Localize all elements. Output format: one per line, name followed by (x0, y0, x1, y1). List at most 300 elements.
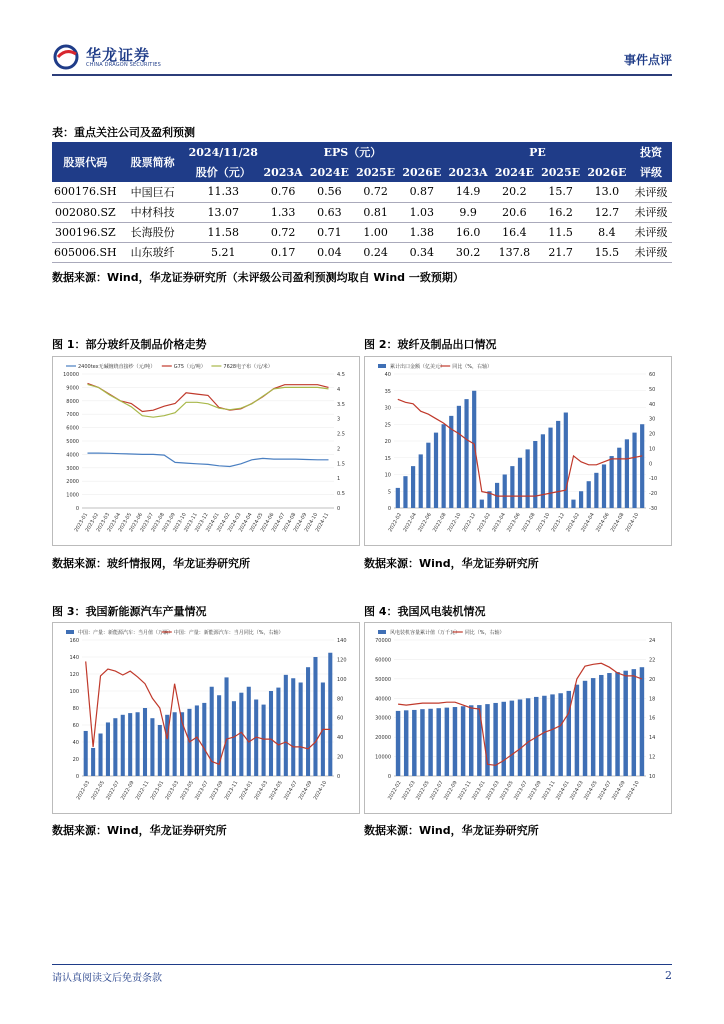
x-tick-label: 2024-05 (583, 780, 599, 802)
cell-pe: 16.0 (445, 222, 491, 242)
x-tick-label: 2022-02 (387, 512, 404, 534)
x-tick-label: 2022-05 (415, 780, 431, 802)
cell-pe: 14.9 (445, 182, 491, 202)
x-tick-label: 2023-08 (150, 512, 166, 534)
cell-eps: 1.38 (399, 222, 445, 242)
bar (558, 693, 562, 776)
th-eps-year: 2025E (352, 162, 398, 182)
th-eps-year: 2026E (399, 162, 445, 182)
x-tick-label: 2023-11 (541, 780, 557, 802)
bar (202, 703, 206, 776)
y-tick-left: 30 (384, 405, 391, 412)
bar (503, 475, 507, 509)
x-tick-label: 2022-04 (402, 512, 418, 534)
x-tick-label: 2023-07 (513, 780, 529, 802)
bar (556, 421, 560, 508)
x-tick-label: 2023-12 (550, 512, 567, 534)
x-tick-label: 2024-09 (292, 512, 309, 534)
y-tick-right: 100 (337, 676, 347, 683)
x-tick-label: 2024-10 (624, 512, 641, 534)
bar (284, 675, 288, 776)
x-tick-label: 2022-07 (429, 780, 445, 802)
x-tick-label: 2022-09 (119, 780, 136, 802)
y-tick-right: 22 (649, 657, 656, 664)
legend-label: 同比（%，右轴） (452, 364, 492, 370)
bar (396, 711, 400, 776)
cell-pe: 30.2 (445, 242, 491, 262)
bar (518, 699, 522, 776)
x-tick-label: 2024-08 (609, 512, 626, 534)
th-eps-year: 2023A (260, 162, 306, 182)
bar (575, 685, 579, 776)
bar (533, 441, 537, 508)
y-tick-left: 0 (387, 506, 391, 512)
cell-pe: 15.7 (538, 182, 584, 202)
table-row (52, 222, 672, 242)
y-tick-right: 10 (649, 774, 656, 780)
x-tick-label: 2023-08 (520, 512, 537, 534)
brand-subtitle: CHINA DRAGON SECURITIES (86, 62, 161, 68)
cell-eps: 1.00 (352, 222, 398, 242)
x-tick-label: 2023-09 (527, 780, 543, 802)
cell-eps: 0.72 (352, 182, 398, 202)
bar (195, 705, 199, 776)
bar (210, 687, 214, 776)
y-tick-right: 60 (649, 372, 656, 378)
y-tick-left: 9000 (66, 385, 79, 392)
cell-pe: 20.2 (491, 182, 537, 202)
bar (457, 406, 461, 508)
y-tick-left: 50000 (375, 676, 391, 683)
cell-pe: 20.6 (491, 202, 537, 222)
y-tick-right: 14 (649, 735, 656, 742)
th-pe-year: 2026E (584, 162, 630, 182)
y-tick-right: 40 (649, 401, 656, 408)
table-row (52, 182, 672, 202)
y-tick-left: 10000 (375, 754, 391, 761)
cell-pe: 16.2 (538, 202, 584, 222)
th-pe-year: 2024E (491, 162, 537, 182)
th-eps: EPS（元） (260, 142, 445, 162)
bar (313, 657, 317, 776)
y-tick-left: 80 (72, 706, 79, 712)
x-tick-label: 2023-12 (194, 512, 210, 534)
bar (121, 715, 125, 776)
bar (510, 466, 514, 508)
bar (526, 449, 530, 508)
x-tick-label: 2022-09 (443, 780, 459, 802)
x-tick-label: 2024-03 (226, 512, 243, 534)
footer-divider (52, 964, 672, 965)
bar (328, 653, 332, 776)
bar (526, 698, 530, 776)
x-tick-label: 2024-11 (314, 512, 331, 534)
y-tick-left: 100 (69, 689, 79, 695)
y-tick-left: 30000 (375, 715, 391, 722)
y-tick-left: 7000 (66, 412, 79, 419)
bar (306, 667, 310, 776)
bar (571, 500, 575, 508)
cell-eps: 1.03 (399, 202, 445, 222)
legend-swatch (378, 630, 386, 634)
y-tick-right: 0 (337, 506, 341, 512)
x-tick-label: 2024-01 (238, 780, 255, 802)
y-tick-right: 80 (337, 696, 344, 703)
bar (469, 705, 473, 776)
y-tick-right: 60 (337, 715, 344, 722)
table-row (52, 242, 672, 262)
table-source: 数据来源：Wind，华龙证券研究所（未评级公司盈利预测均取自 Wind 一致预期） (52, 271, 464, 284)
table-row (52, 202, 672, 222)
bar (269, 691, 273, 776)
fig4-wind-chart (364, 622, 672, 814)
x-tick-label: 2023-06 (128, 512, 144, 534)
bar (91, 748, 95, 776)
x-tick-label: 2022-05 (90, 780, 106, 802)
y-tick-right: 1.5 (337, 461, 345, 468)
bar (136, 712, 140, 776)
x-tick-label: 2023-04 (106, 512, 123, 534)
y-tick-left: 1000 (66, 492, 79, 499)
th-pe-year: 2023A (445, 162, 491, 182)
cell-eps: 0.71 (306, 222, 352, 242)
y-tick-right: 40 (337, 735, 344, 742)
y-tick-right: 18 (649, 696, 656, 703)
y-tick-left: 10 (384, 472, 391, 479)
fig4-source: 数据来源：Wind，华龙证券研究所 (364, 824, 539, 837)
fig3-caption: 图 3：我国新能源汽车产量情况 (52, 605, 207, 618)
bar (436, 708, 440, 776)
cell-pe: 13.0 (584, 182, 630, 202)
y-tick-left: 60 (72, 723, 79, 729)
bar (632, 433, 636, 508)
bar (247, 687, 251, 776)
cell-pe: 12.7 (584, 202, 630, 222)
bar (623, 671, 627, 776)
y-tick-left: 25 (384, 422, 391, 429)
y-tick-left: 3000 (66, 465, 79, 472)
bar (464, 399, 468, 508)
x-tick-label: 2024-03 (253, 780, 270, 802)
cell-name: 中国巨石 (119, 182, 187, 202)
x-tick-label: 2022-10 (446, 512, 463, 534)
th-pe-year: 2025E (538, 162, 584, 182)
y-tick-right: 12 (649, 754, 656, 761)
bar (426, 443, 430, 508)
bar (541, 434, 545, 508)
x-tick-label: 2022-03 (401, 780, 417, 802)
x-tick-label: 2022-02 (387, 780, 403, 802)
bar (640, 667, 644, 776)
bar (607, 673, 611, 776)
fig1-source: 数据来源：玻纤情报网，华龙证券研究所 (52, 557, 250, 570)
x-tick-label: 2024-01 (555, 780, 571, 802)
y-tick-left: 0 (75, 506, 79, 512)
legend-label: 风电装机容量累计值（万千瓦） (390, 630, 461, 636)
bar (480, 500, 484, 508)
bar (587, 481, 591, 508)
cell-eps: 0.76 (260, 182, 306, 202)
legend-label: 中国：产量：新能源汽车：当月同比（%，右轴） (173, 630, 284, 636)
y-tick-left: 140 (69, 655, 79, 661)
table-header-row-1 (52, 142, 672, 162)
y-tick-right: 4 (337, 386, 341, 393)
bar (411, 466, 415, 508)
cell-name: 中材科技 (119, 202, 187, 222)
bar (548, 428, 552, 508)
x-tick-label: 2022-03 (75, 780, 92, 802)
bar (617, 448, 621, 508)
x-tick-label: 2023-05 (117, 512, 134, 534)
bar (150, 718, 154, 776)
th-code: 股票代码 (52, 142, 119, 182)
bar (615, 672, 619, 776)
x-tick-label: 2024-07 (283, 780, 299, 802)
cell-rating: 未评级 (630, 222, 672, 242)
x-tick-label: 2023-05 (499, 780, 515, 802)
x-tick-label: 2024-02 (215, 512, 232, 534)
bar (610, 456, 614, 508)
y-tick-right: -20 (649, 491, 658, 498)
bar (173, 712, 177, 776)
x-tick-label: 2022-11 (457, 780, 473, 802)
y-tick-left: 70000 (375, 638, 391, 644)
bar (106, 722, 110, 776)
x-tick-label: 2023-03 (164, 780, 181, 802)
x-tick-label: 2023-01 (149, 780, 166, 802)
bar (567, 691, 571, 776)
x-tick-label: 2024-08 (281, 512, 298, 534)
y-tick-left: 10000 (63, 372, 79, 378)
y-tick-right: -30 (649, 506, 658, 512)
cell-eps: 0.04 (306, 242, 352, 262)
y-tick-right: 2.5 (337, 431, 345, 438)
y-tick-right: 24 (649, 638, 656, 644)
bar (419, 454, 423, 508)
footer-disclaimer: 请认真阅读文后免责条款 (52, 973, 162, 984)
x-tick-label: 2022-12 (461, 512, 478, 534)
x-tick-label: 2022-06 (417, 512, 433, 534)
bar (625, 439, 629, 508)
x-tick-label: 2024-06 (259, 512, 276, 534)
y-tick-right: 20 (337, 754, 344, 761)
x-tick-label: 2023-01 (73, 512, 90, 534)
cell-eps: 0.17 (260, 242, 306, 262)
x-tick-label: 2023-05 (179, 780, 195, 802)
bar (276, 688, 280, 776)
legend-label: 同比（%，右轴） (464, 630, 505, 636)
bar (594, 473, 598, 508)
cell-pe: 8.4 (584, 222, 630, 242)
legend-label: 2400tex无碱缠绕直接纱（元/吨） (78, 364, 156, 370)
x-tick-label: 2023-10 (172, 512, 188, 534)
th-rating-1: 投资 (630, 142, 672, 162)
bar (550, 694, 554, 776)
x-tick-label: 2023-07 (194, 780, 210, 802)
cell-code: 300196.SZ (52, 222, 119, 242)
bar (518, 458, 522, 508)
bar (602, 464, 606, 508)
x-tick-label: 2024-05 (248, 512, 265, 534)
bar (442, 424, 446, 508)
cell-eps: 0.87 (399, 182, 445, 202)
bar (510, 701, 514, 776)
th-name: 股票简称 (119, 142, 187, 182)
bar (453, 707, 457, 776)
fig2-source: 数据来源：Wind，华龙证券研究所 (364, 557, 539, 570)
cell-eps: 0.34 (399, 242, 445, 262)
cell-rating: 未评级 (630, 242, 672, 262)
y-tick-right: 16 (649, 715, 656, 722)
cell-pe: 15.5 (584, 242, 630, 262)
x-tick-label: 2023-02 (84, 512, 101, 534)
th-price: 股价（元） (187, 162, 260, 182)
fig3-source: 数据来源：Wind，华龙证券研究所 (52, 824, 227, 837)
y-tick-left: 40 (384, 372, 391, 378)
bar (583, 681, 587, 776)
x-tick-label: 2024-05 (268, 780, 284, 802)
cell-price: 13.07 (187, 202, 260, 222)
cell-eps: 0.63 (306, 202, 352, 222)
y-tick-left: 40 (72, 740, 79, 746)
cell-pe: 21.7 (538, 242, 584, 262)
legend-label: 累计出口金额（亿美元） (390, 364, 446, 370)
bar (632, 669, 636, 776)
x-tick-label: 2024-04 (237, 512, 254, 534)
y-tick-right: 3.5 (337, 401, 345, 408)
x-tick-label: 2023-11 (183, 512, 199, 534)
y-tick-left: 2000 (66, 479, 79, 486)
y-tick-right: 50 (649, 386, 656, 393)
x-tick-label: 2024-07 (597, 780, 613, 802)
y-tick-left: 60000 (375, 657, 391, 664)
bar (579, 491, 583, 508)
legend-label: 7628电子布（元/米） (223, 364, 273, 370)
table-caption: 表：重点关注公司及盈利预测 (52, 126, 195, 139)
fig3-nev-chart (52, 622, 360, 814)
x-tick-label: 2023-09 (208, 780, 225, 802)
y-tick-right: 20 (649, 676, 656, 683)
x-tick-label: 2023-02 (476, 512, 493, 534)
x-tick-label: 2022-11 (134, 780, 151, 802)
y-tick-left: 0 (75, 774, 79, 780)
y-tick-right: -10 (649, 476, 658, 483)
y-tick-right: 2 (337, 446, 341, 453)
y-tick-left: 15 (384, 455, 391, 462)
bar (420, 709, 424, 776)
bar (403, 476, 407, 508)
y-tick-right: 30 (649, 416, 656, 423)
x-tick-label: 2023-06 (506, 512, 522, 534)
bar (640, 424, 644, 508)
th-date: 2024/11/28 (187, 142, 260, 162)
bar (262, 705, 266, 776)
bar (591, 678, 595, 776)
bar (542, 696, 546, 776)
bar (299, 683, 303, 777)
bar (599, 675, 603, 776)
bar (564, 413, 568, 508)
x-tick-label: 2023-11 (223, 780, 240, 802)
y-tick-left: 4000 (66, 452, 79, 459)
x-tick-label: 2024-07 (270, 512, 287, 534)
fig1-caption: 图 1：部分玻纤及制品价格走势 (52, 338, 207, 351)
y-tick-left: 20 (72, 757, 79, 763)
cell-code: 600176.SH (52, 182, 119, 202)
y-tick-left: 120 (69, 672, 79, 678)
x-tick-label: 2024-02 (565, 512, 582, 534)
fig1-price-chart (52, 356, 360, 546)
x-tick-label: 2023-03 (95, 512, 112, 534)
y-tick-left: 8000 (66, 398, 79, 405)
bar (128, 713, 132, 776)
logo-icon (52, 44, 84, 70)
cell-price: 11.33 (187, 182, 260, 202)
bar (461, 706, 465, 776)
x-tick-label: 2023-01 (471, 780, 487, 802)
cell-price: 11.58 (187, 222, 260, 242)
x-tick-label: 2024-10 (625, 780, 641, 802)
y-tick-right: 0.5 (337, 491, 345, 498)
legend-swatch (378, 364, 386, 368)
cell-pe: 137.8 (491, 242, 537, 262)
y-tick-left: 6000 (66, 425, 79, 432)
x-tick-label: 2023-09 (161, 512, 177, 534)
x-tick-label: 2024-10 (312, 780, 329, 802)
bar (485, 704, 489, 776)
cell-pe: 16.4 (491, 222, 537, 242)
x-tick-label: 2023-03 (485, 780, 501, 802)
y-tick-right: 0 (337, 774, 341, 780)
y-tick-right: 3 (337, 416, 341, 423)
bar (412, 710, 416, 776)
bar (434, 433, 438, 508)
x-tick-label: 2024-06 (595, 512, 611, 534)
cell-rating: 未评级 (630, 182, 672, 202)
x-tick-label: 2024-01 (205, 512, 221, 534)
th-pe: PE (445, 142, 630, 162)
cell-eps: 0.72 (260, 222, 306, 242)
cell-pe: 11.5 (538, 222, 584, 242)
header-divider (52, 74, 672, 76)
cell-name: 长海股份 (119, 222, 187, 242)
y-tick-right: 20 (649, 431, 656, 438)
brand-name: 华龙证券 (86, 46, 151, 64)
legend-label: G75（元/吨） (173, 364, 206, 370)
x-tick-label: 2022-07 (105, 780, 121, 802)
bar (291, 678, 295, 776)
fig2-export-chart (364, 356, 672, 546)
y-tick-left: 20000 (375, 735, 391, 742)
cell-name: 山东玻纤 (119, 242, 187, 262)
bar (232, 701, 236, 776)
bar (143, 708, 147, 776)
x-tick-label: 2024-04 (580, 512, 596, 534)
page-number: 2 (665, 969, 672, 982)
legend-label: 中国：产量：新能源汽车：当月值（万辆） (78, 630, 174, 636)
cell-eps: 0.56 (306, 182, 352, 202)
y-tick-left: 40000 (375, 696, 391, 703)
bar (158, 725, 162, 776)
cell-rating: 未评级 (630, 202, 672, 222)
fig2-caption: 图 2：玻纤及制品出口情况 (364, 338, 497, 351)
cell-eps: 1.33 (260, 202, 306, 222)
y-tick-right: 1 (337, 476, 341, 483)
x-tick-label: 2024-09 (611, 780, 627, 802)
cell-price: 5.21 (187, 242, 260, 262)
section-title: 事件点评 (623, 53, 672, 67)
y-tick-left: 160 (69, 638, 79, 644)
